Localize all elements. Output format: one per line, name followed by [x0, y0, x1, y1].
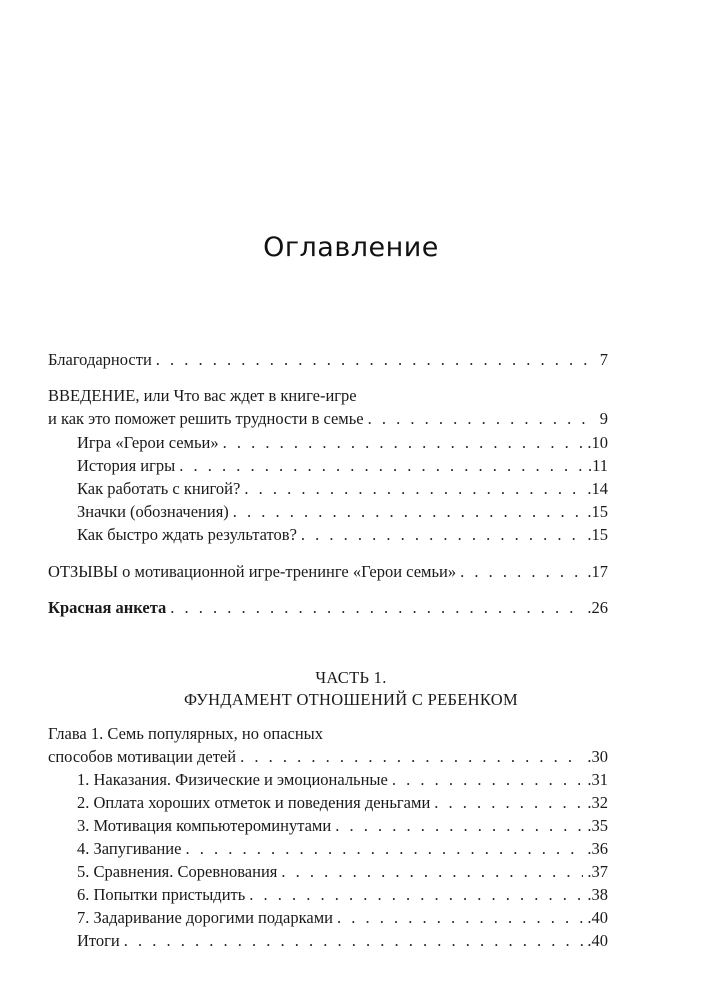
dot-leader: [368, 408, 596, 430]
toc-page-number: .38: [587, 885, 608, 904]
toc-page-number: 7: [599, 350, 608, 369]
part-title: ФУНДАМЕНТ ОТНОШЕНИЙ С РЕБЕНКОМ: [184, 690, 518, 709]
dot-leader: [460, 561, 583, 583]
toc-entry-summary[interactable]: [48, 930, 608, 952]
toc-page-number: .40: [587, 931, 608, 950]
toc-entry-chapter-1[interactable]: [48, 746, 608, 768]
toc-entry-game[interactable]: [48, 432, 608, 454]
part-number: ЧАСТЬ 1.: [315, 668, 387, 687]
toc-entry-title: 2. Оплата хороших отметок и поведения деньгами: [77, 793, 431, 812]
toc-page-number: .17: [587, 562, 608, 581]
toc-entry-how-to-work[interactable]: [48, 478, 608, 500]
dot-leader: [434, 792, 583, 814]
toc-entry-title: Как быстро ждать результатов?: [77, 525, 297, 544]
chapter-title-line1[interactable]: Глава 1. Семь популярных, но опасных: [48, 724, 324, 743]
toc-entry-results[interactable]: [48, 524, 608, 546]
toc-page-number: .35: [587, 816, 608, 835]
toc-page-number: .40: [587, 908, 608, 927]
toc-entry-introduction[interactable]: [48, 408, 608, 430]
toc-page-number: .37: [587, 862, 608, 881]
toc-entry-title: ОТЗЫВЫ о мотивационной игре-тренинге «Герои семьи»: [48, 562, 457, 581]
dot-leader: [179, 455, 584, 477]
toc-entry-history[interactable]: [48, 455, 608, 477]
toc-page-number: .30: [587, 747, 608, 766]
toc-entry-title: Как работать с книгой?: [77, 479, 241, 498]
toc-entry-title: 4. Запугивание: [77, 839, 182, 858]
toc-page-number: .14: [587, 479, 608, 498]
toc-entry-reviews[interactable]: [48, 561, 608, 583]
toc-entry-payment[interactable]: [48, 792, 608, 814]
toc-page-number: .15: [587, 525, 608, 544]
dot-leader: [156, 349, 596, 371]
toc-entry-title: 1. Наказания. Физические и эмоциональные: [77, 770, 388, 789]
toc-entry-title: Красная анкета: [48, 598, 167, 617]
toc-entry-title: и как это поможет решить трудности в семье: [48, 409, 364, 428]
toc-entry-shaming[interactable]: [48, 884, 608, 906]
toc-page-number: 9: [599, 409, 608, 428]
dot-leader: [244, 478, 583, 500]
toc-entry-title: Итоги: [77, 931, 120, 950]
toc-entry-punishment[interactable]: [48, 769, 608, 791]
dot-leader: [281, 861, 583, 883]
dot-leader: [233, 501, 584, 523]
toc-entry-title: История игры: [77, 456, 176, 475]
dot-leader: [392, 769, 584, 791]
toc-entry-intimidation[interactable]: [48, 838, 608, 860]
dot-leader: [170, 597, 583, 619]
dot-leader: [185, 838, 583, 860]
toc-entry-title: 7. Задаривание дорогими подарками: [77, 908, 333, 927]
toc-page-number: .15: [587, 502, 608, 521]
toc-page-number: .32: [587, 793, 608, 812]
toc-page-number: .10: [587, 433, 608, 452]
dot-leader: [223, 432, 584, 454]
toc-entry-gifts[interactable]: [48, 907, 608, 929]
toc-entry-title: 3. Мотивация компьютероминутами: [77, 816, 332, 835]
toc-page-number: .31: [587, 770, 608, 789]
toc-entry-title: Благодарности: [48, 350, 152, 369]
toc-page-number: .26: [587, 598, 608, 617]
dot-leader: [240, 746, 583, 768]
dot-leader: [335, 815, 583, 837]
toc-entry-introduction-line1[interactable]: ВВЕДЕНИЕ, или Что вас ждет в книге-игре: [48, 386, 357, 405]
toc-entry-title: 6. Попытки пристыдить: [77, 885, 246, 904]
page-title: Оглавление: [263, 232, 439, 263]
dot-leader: [124, 930, 584, 952]
toc-entry-title: Значки (обозначения): [77, 502, 229, 521]
dot-leader: [301, 524, 583, 546]
toc-entry-title: Игра «Герои семьи»: [77, 433, 219, 452]
toc-entry-comparisons[interactable]: [48, 861, 608, 883]
toc-page-number: .11: [587, 456, 608, 475]
toc-entry-acknowledgements[interactable]: [48, 349, 608, 371]
toc-page-number: .36: [587, 839, 608, 858]
toc-entry-computer-minutes[interactable]: [48, 815, 608, 837]
toc-entry-icons[interactable]: [48, 501, 608, 523]
toc-entry-red-form[interactable]: [48, 597, 608, 619]
toc-entry-title: способов мотивации детей: [48, 747, 237, 766]
toc-entry-title: 5. Сравнения. Соревнования: [77, 862, 278, 881]
dot-leader: [249, 884, 583, 906]
dot-leader: [337, 907, 583, 929]
